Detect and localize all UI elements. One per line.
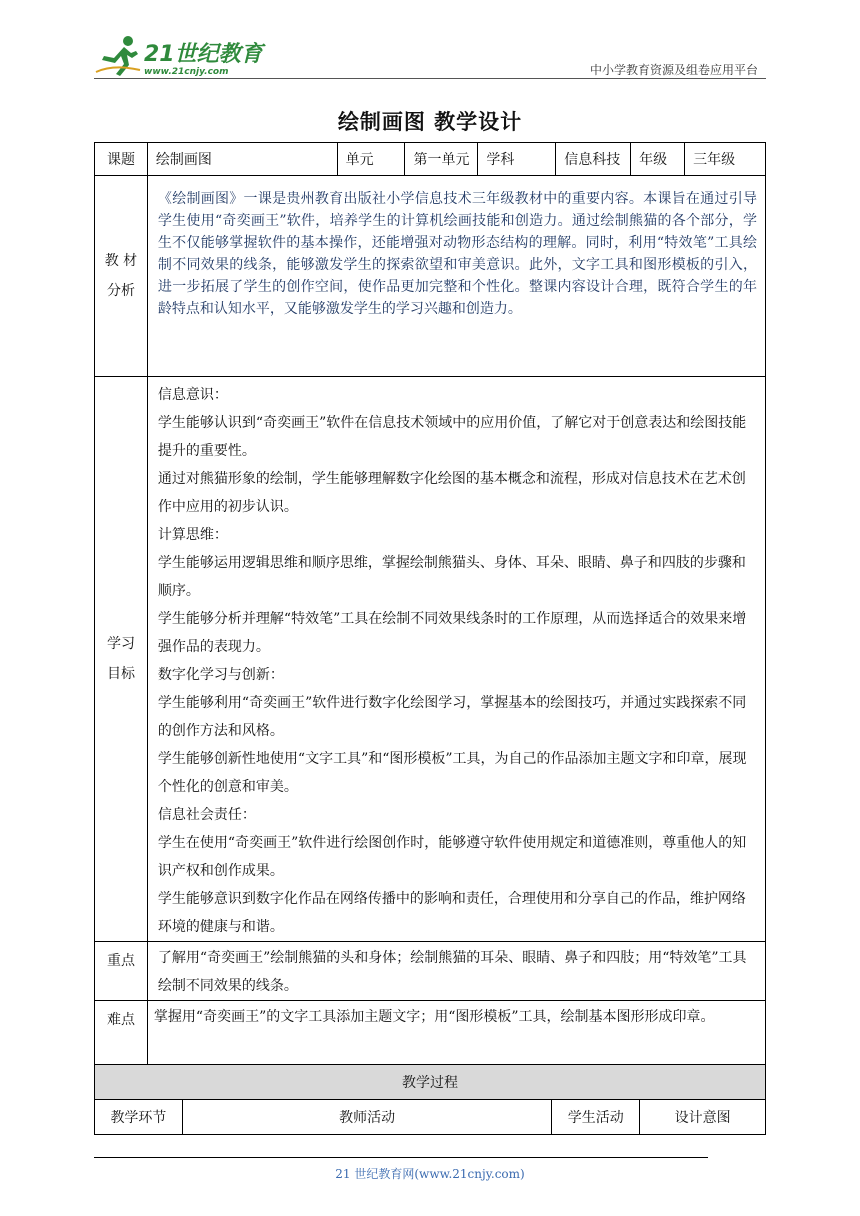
goals-label [95, 377, 148, 942]
logo-text: 21世纪教育 [144, 42, 263, 67]
analysis-label [95, 176, 148, 377]
goal-heading: 数字化学习与创新： [157, 667, 284, 683]
info-row [95, 143, 766, 176]
column-header: 教师活动 [182, 1100, 551, 1135]
runner-logo-icon [94, 34, 142, 80]
goal-paragraph: 学生能够利用“奇奕画王”软件进行数字化绘图学习，掌握基本的绘图技巧，并通过实践探索不同的创作方法和风格。 [157, 695, 747, 739]
goal-heading: 信息社会责任： [157, 807, 256, 823]
process-title: 教学过程 [95, 1065, 766, 1100]
page-header [94, 30, 766, 82]
analysis-label-line2: 分析 [106, 283, 135, 299]
footer-divider [94, 1157, 708, 1158]
analysis-label-line1: 教 材 [104, 253, 138, 269]
footer-text: 21 世纪教育网(www.21cnjy.com) [335, 1167, 525, 1181]
goals-list [148, 377, 765, 941]
goal-paragraph: 学生能够分析并理解“特效笔”工具在绘制不同效果线条时的工作原理，从而选择适合的效果来增强作品的表现力。 [157, 611, 747, 655]
grade-label: 年级 [631, 143, 685, 176]
goal-paragraph: 通过对熊猫形象的绘制，学生能够理解数字化绘图的基本概念和流程，形成对信息技术在艺术创作中应用的初步认识。 [157, 471, 746, 515]
goal-paragraph: 学生在使用“奇奕画王”软件进行绘图创作时，能够遵守软件使用规定和道德准则，尊重他人的知识产权和创作成果。 [157, 835, 747, 879]
process-title-row [95, 1065, 766, 1100]
goal-heading: 计算思维： [157, 527, 228, 543]
key-points-text: 了解用“奇奕画王”绘制熊猫的头和身体；绘制熊猫的耳朵、眼睛、鼻子和四肢；用“特效笔”工具绘制不同效果的线条。 [147, 942, 765, 1001]
platform-name: 中小学教育资源及组卷应用平台 [589, 63, 758, 77]
goals-cell [147, 377, 765, 942]
key-points-label: 重点 [95, 942, 148, 1001]
unit-label: 单元 [337, 143, 405, 176]
goals-label-line2: 目标 [106, 666, 135, 682]
goal-paragraph: 学生能够创新性地使用“文字工具”和“图形模板”工具，为自己的作品添加主题文字和印章，展现个性化的创意和审美。 [157, 751, 747, 795]
difficult-points-text: 掌握用“奇奕画王”的文字工具添加主题文字；用“图形模板”工具，绘制基本图形形成印章。 [147, 1001, 765, 1085]
page-title: 绘制画图 教学设计 [337, 110, 523, 134]
column-header: 设计意图 [640, 1100, 766, 1135]
course-value: 绘制画图 [147, 143, 337, 176]
subject-value: 信息科技 [556, 143, 631, 176]
goals-label-line1: 学习 [106, 636, 135, 652]
process-header-row [95, 1100, 766, 1135]
analysis-row [95, 176, 766, 377]
column-header: 学生活动 [552, 1100, 640, 1135]
analysis-cell [147, 176, 765, 377]
header-divider [94, 78, 766, 79]
goal-heading: 信息意识： [157, 387, 228, 403]
logo-url: www.21cnjy.com [144, 67, 229, 77]
course-label: 课题 [95, 143, 148, 176]
goals-row [95, 377, 766, 942]
goal-paragraph: 学生能够运用逻辑思维和顺序思维，掌握绘制熊猫头、身体、耳朵、眼睛、鼻子和四肢的步骤和顺序。 [157, 555, 746, 599]
analysis-text: 《绘制画图》一课是贵州教育出版社小学信息技术三年级教材中的重要内容。本课旨在通过引导学生使用“奇奕画王”软件，培养学生的计算机绘画技能和创造力。通过绘制熊猫的各个部分，学生不仅能够掌握软件的基本操作，还能增强对动物形态结构的理解。同时，利用“特效笔”工具绘制不同效果的线条，能够激发学生的探索欲望和审美意识。此外，文字工具和图形模板的引入，进一步拓展了学生的创作空间，使作品更加完整和个性化。整课内容设计合理，既符合学生的年龄特点和认知水平，又能够激发学生的学习兴趣和创造力。 [157, 191, 757, 317]
lesson-plan-table [94, 142, 766, 1085]
unit-value: 第一单元 [405, 143, 478, 176]
subject-label: 学科 [478, 143, 556, 176]
difficult-points-label: 难点 [95, 1001, 148, 1085]
process-table [94, 1064, 766, 1135]
goal-paragraph: 学生能够意识到数字化作品在网络传播中的影响和责任，合理使用和分享自己的作品，维护网络环境的健康与和谐。 [157, 891, 746, 935]
logo [94, 34, 264, 80]
key-points-row [95, 942, 766, 1001]
grade-value: 三年级 [685, 143, 766, 176]
column-header: 教学环节 [95, 1100, 183, 1135]
goal-paragraph: 学生能够认识到“奇奕画王”软件在信息技术领域中的应用价值，了解它对于创意表达和绘图技能提升的重要性。 [157, 415, 747, 459]
